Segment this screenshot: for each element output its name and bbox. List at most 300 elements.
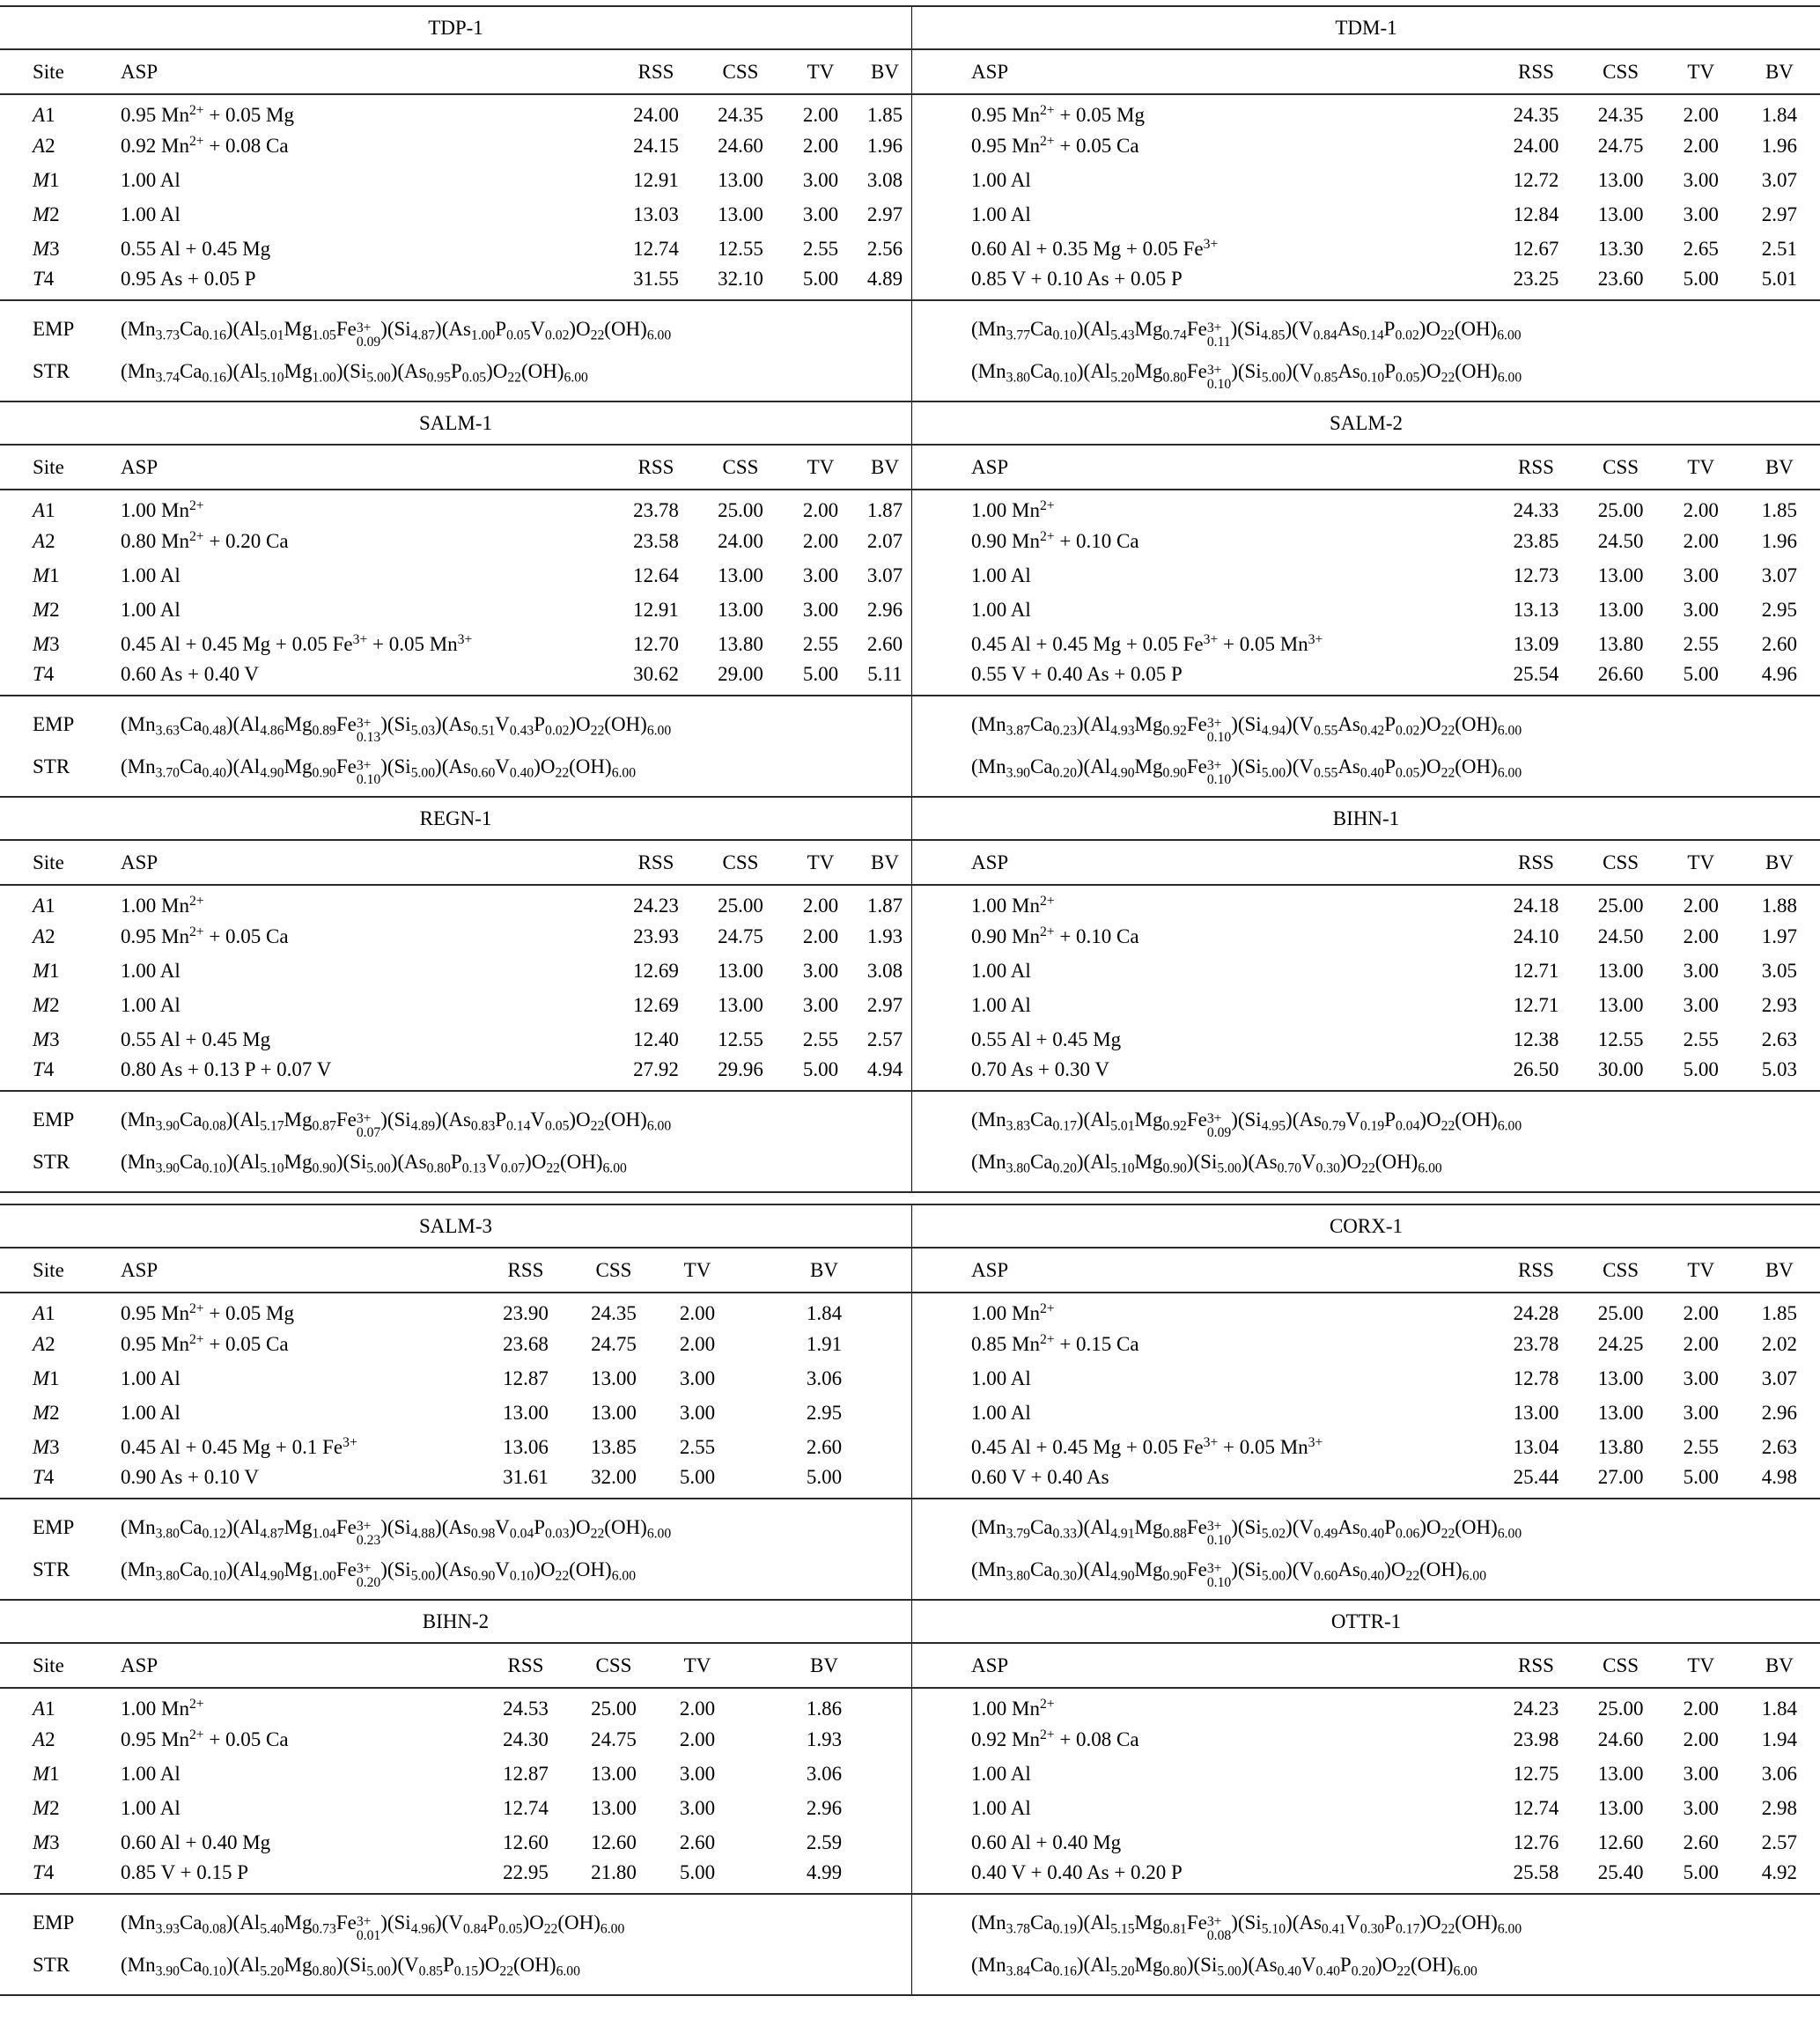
css-cell: 24.60 [1597, 1727, 1644, 1750]
asp-cell: 1.00 Al [121, 1796, 181, 1819]
site-cell: M1 [33, 168, 60, 191]
str-row [912, 746, 1820, 788]
rss-cell: 23.58 [633, 529, 679, 552]
rss-cell: 24.18 [1513, 894, 1559, 917]
column-header-bv: BV [1739, 446, 1820, 490]
site-cell: M3 [33, 1435, 60, 1458]
site-row-t4 [912, 661, 1820, 696]
stacked-charge-subscript: 3+ 0.13 [356, 715, 381, 745]
css-cell: 24.75 [591, 1332, 637, 1355]
stacked-charge-subscript: 3+ 0.10 [1206, 362, 1232, 392]
panel-table-regn-1 [0, 841, 911, 1092]
rss-cell: 12.76 [1513, 1830, 1559, 1853]
tv-cell: 5.00 [1663, 266, 1739, 300]
tv-cell: 3.00 [802, 203, 839, 225]
str-row [912, 1141, 1820, 1183]
asp-cell: 0.95 $Mn^{2+} + 0.05$ Ca [121, 1727, 289, 1750]
column-header-asp: ASP [912, 50, 1494, 94]
bv-cell: 5.01 [1739, 266, 1820, 300]
bv-cell: 1.96 [866, 134, 903, 157]
site-cell: T4 [0, 1464, 121, 1499]
str-label: STR [33, 755, 70, 777]
emp-formula: $(Mn_{3.93}Ca_{0.08})(Al_{5.40}Mg_{0.73}Fe$ 3+ 0.01 )$(Si_{4.96})(V_{0.84}P_{0.05})O_{22}(OH)_{6.00}$ [121, 1911, 625, 1943]
css-cell: 24.00 [718, 529, 763, 552]
data-tables-row [0, 1644, 1820, 1895]
column-header-row [0, 841, 911, 885]
site-row-a2 [0, 1327, 911, 1361]
str-row [912, 1944, 1820, 1986]
column-header-row [912, 50, 1820, 94]
site-cell: A2 [33, 924, 55, 947]
tv-cell: 2.55 [802, 632, 839, 655]
rss-cell: 23.98 [1513, 1727, 1559, 1750]
tv-cell: 3.00 [802, 598, 839, 621]
tv-cell: 3.00 [1683, 1796, 1719, 1819]
tv-cell: 3.00 [1683, 598, 1719, 621]
rss-cell: 12.74 [1513, 1796, 1559, 1819]
column-header-rss: RSS [1493, 446, 1578, 490]
bv-cell: 2.02 [1761, 1332, 1798, 1355]
site-cell: M3 [33, 237, 60, 260]
str-formula: $(Mn_{3.70}Ca_{0.40})(Al_{4.90}Mg_{0.90}Fe$ 3+ 0.10 )$(Si_{5.00})(As_{0.60}V_{0.40})O_{22}(OH)_{6.00}$ [121, 755, 637, 787]
tv-cell: 3.00 [802, 993, 839, 1016]
rss-cell: 24.00 [633, 103, 679, 126]
site-row-t4 [912, 1057, 1820, 1091]
site-cell: T4 [0, 1057, 121, 1091]
css-cell: 13.00 [718, 168, 763, 191]
bv-cell: 1.84 [1761, 1697, 1798, 1720]
css-cell: 13.80 [1597, 1435, 1644, 1458]
tv-cell: 2.55 [679, 1435, 716, 1458]
column-header-rss: RSS [482, 1644, 570, 1688]
site-row-m3 [912, 1430, 1820, 1464]
site-row-m2 [912, 593, 1820, 627]
asp-cell: 1.00 $Mn^{2+}$ [971, 497, 1055, 521]
column-header-row [0, 1644, 911, 1688]
data-tables-row [0, 50, 1820, 301]
str-formula: $(Mn_{3.90}Ca_{0.20})(Al_{4.90}Mg_{0.90}Fe$ 3+ 0.10 )$(Si_{5.00})(V_{0.55}As_{0.40}P_{0.05})O_{22}(OH)_{6.00}$ [971, 755, 1522, 787]
site-row-a2 [912, 524, 1820, 558]
rss-cell: 23.90 [503, 1301, 549, 1324]
tv-cell: 5.00 [783, 661, 858, 696]
bv-cell: 1.88 [1761, 894, 1798, 917]
css-cell: 25.00 [1597, 1697, 1644, 1720]
column-header-row [0, 1249, 911, 1293]
asp-cell: 0.90 As + 0.10 V [121, 1464, 482, 1499]
css-cell: 24.75 [1597, 134, 1644, 157]
asp-cell: 1.00 Al [971, 993, 1031, 1016]
site-row-m1 [0, 1361, 911, 1396]
site-cell: M2 [33, 203, 60, 225]
rss-cell: 12.84 [1513, 203, 1559, 225]
rss-cell: 12.40 [633, 1028, 679, 1050]
site-row-m1 [0, 558, 911, 593]
column-header-asp: ASP [121, 1644, 482, 1688]
asp-cell: 0.90 $Mn^{2+} + 0.10$ Ca [971, 528, 1139, 552]
bv-cell: 1.85 [1761, 1301, 1798, 1324]
site-row-m2 [912, 197, 1820, 232]
css-cell: 24.35 [718, 103, 763, 126]
str-row [0, 746, 911, 788]
column-header-rss: RSS [482, 1249, 570, 1293]
site-row-m3 [0, 232, 911, 266]
rss-cell: 12.74 [503, 1796, 549, 1819]
panel-table-bihn-2 [0, 1644, 911, 1895]
rss-cell: 12.70 [633, 632, 679, 655]
site-row-a1 [0, 1293, 911, 1327]
bv-cell: 1.93 [806, 1727, 843, 1750]
asp-cell: 0.92 $Mn^{2+} + 0.08$ Ca [971, 1727, 1139, 1750]
tv-cell: 5.00 [783, 266, 858, 300]
site-row-a1 [912, 490, 1820, 524]
site-cell: M2 [33, 1796, 60, 1819]
data-tables-row [0, 446, 1820, 696]
emp-row [0, 1902, 911, 1944]
tv-cell: 2.00 [802, 134, 839, 157]
bv-cell: 1.84 [806, 1301, 843, 1324]
tv-cell: 2.00 [1683, 103, 1719, 126]
asp-cell: 0.85 $Mn^{2+} + 0.15$ Ca [971, 1331, 1139, 1355]
rss-cell: 23.25 [1493, 266, 1578, 300]
emp-formula: $(Mn_{3.63}Ca_{0.48})(Al_{4.86}Mg_{0.89}Fe$ 3+ 0.13 )$(Si_{5.03})(As_{0.51}V_{0.43}P_{0.02})O_{22}(OH)_{6.00}$ [121, 713, 672, 745]
asp-cell: 0.95 $Mn^{2+} + 0.05$ Mg [121, 102, 294, 126]
site-row-a2 [912, 1722, 1820, 1757]
site-cell: A1 [33, 103, 55, 126]
sample-pair-block-bihn-2-ottr-1 [0, 1599, 1820, 1996]
bv-cell: 2.98 [1761, 1796, 1798, 1819]
asp-cell: 1.00 Al [121, 598, 181, 621]
bv-cell: 1.93 [866, 924, 903, 947]
emp-formula: $(Mn_{3.78}Ca_{0.19})(Al_{5.15}Mg_{0.81}Fe$ 3+ 0.08 )$(Si_{5.10})(As_{0.41}V_{0.30}P_{0.17})O_{22}(OH)_{6.00}$ [971, 1911, 1522, 1943]
asp-cell: 0.95 $Mn^{2+} + 0.05$ Ca [121, 924, 289, 947]
column-header-tv: TV [658, 1644, 737, 1688]
bv-cell: 2.56 [866, 237, 903, 260]
asp-cell: 1.00 Al [121, 203, 181, 225]
css-cell: 13.30 [1597, 237, 1644, 260]
emp-row [912, 1506, 1820, 1549]
str-formula: $(Mn_{3.74}Ca_{0.16})(Al_{5.10}Mg_{1.00})(Si_{5.00})(As_{0.95}P_{0.05})O_{22}(OH)_{6.00}$ [121, 360, 588, 386]
rss-cell: 25.58 [1493, 1860, 1578, 1894]
tv-cell: 2.00 [679, 1301, 716, 1324]
emp-row [0, 1099, 911, 1141]
site-row-m2 [0, 988, 911, 1022]
css-cell: 12.55 [718, 237, 763, 260]
str-row [0, 350, 911, 393]
stacked-charge-subscript: 3+ 0.20 [356, 1560, 381, 1590]
rss-cell: 12.69 [633, 993, 679, 1016]
bv-cell: 2.60 [806, 1435, 843, 1458]
asp-cell: 0.85 V + 0.10 As + 0.05 P [912, 266, 1494, 300]
emp-label: EMP [33, 713, 75, 735]
site-cell: M3 [33, 1028, 60, 1050]
rss-cell: 23.78 [1513, 1332, 1559, 1355]
bv-cell: 4.99 [737, 1860, 911, 1894]
asp-cell: 1.00 $Mn^{2+}$ [121, 497, 204, 521]
column-header-tv: TV [1663, 841, 1739, 885]
sample-title-left: TDP-1 [428, 17, 483, 39]
site-row-t4 [0, 1057, 911, 1091]
column-header-row [912, 446, 1820, 490]
site-row-a1 [912, 1293, 1820, 1327]
column-header-site: Site [0, 841, 121, 885]
stacked-charge-subscript: 3+ 0.10 [1206, 715, 1232, 745]
site-cell: M1 [33, 1762, 60, 1785]
site-row-m1 [0, 163, 911, 197]
column-header-css: CSS [698, 50, 783, 94]
site-cell: A1 [33, 1301, 55, 1324]
css-cell: 24.75 [718, 924, 763, 947]
str-row [0, 1944, 911, 1986]
css-cell: 24.50 [1597, 924, 1644, 947]
css-cell: 25.00 [1597, 1301, 1644, 1324]
site-row-t4 [0, 1464, 911, 1499]
css-cell: 13.00 [718, 563, 763, 586]
css-cell: 12.55 [1597, 1028, 1644, 1050]
tv-cell: 2.00 [1683, 1332, 1719, 1355]
rss-cell: 24.10 [1513, 924, 1559, 947]
site-row-m1 [912, 1361, 1820, 1396]
asp-cell: 1.00 Al [121, 959, 181, 982]
tv-cell: 3.00 [679, 1796, 716, 1819]
bv-cell: 2.57 [1761, 1830, 1798, 1853]
sample-pair-block-salm-3-corx-1 [0, 1204, 1820, 1599]
sample-pair-block-tdp-1-tdm-1 [0, 5, 1820, 401]
bv-cell: 3.07 [1761, 1366, 1798, 1389]
asp-cell: 1.00 Al [121, 168, 181, 191]
site-row-t4 [912, 1860, 1820, 1894]
title-row [0, 1601, 1820, 1644]
tv-cell: 3.00 [1683, 203, 1719, 225]
formula-section [911, 696, 1820, 796]
emp-row [0, 308, 911, 350]
tv-cell: 3.00 [1683, 993, 1719, 1016]
site-row-a1 [912, 1688, 1820, 1722]
site-row-m3 [912, 1022, 1820, 1057]
rss-cell: 12.71 [1513, 959, 1559, 982]
formula-section [911, 1092, 1820, 1191]
css-cell: 25.40 [1579, 1860, 1663, 1894]
css-cell: 32.00 [570, 1464, 658, 1499]
tv-cell: 5.00 [1663, 661, 1739, 696]
emp-row [0, 703, 911, 746]
asp-cell: 0.92 $Mn^{2+} + 0.08$ Ca [121, 133, 289, 157]
rss-cell: 27.92 [614, 1057, 698, 1091]
css-cell: 26.60 [1579, 661, 1663, 696]
column-header-bv: BV [858, 841, 911, 885]
asp-cell: 0.45 Al + 0.45 Mg + 0.05 $Fe^{3+} + 0.05$ $Mn^{3+}$ [971, 1434, 1323, 1458]
rss-cell: 26.50 [1493, 1057, 1578, 1091]
css-cell: 27.00 [1579, 1464, 1663, 1499]
rss-cell: 12.69 [633, 959, 679, 982]
bv-cell: 2.60 [866, 632, 903, 655]
data-tables-row [0, 1249, 1820, 1499]
tv-cell: 2.60 [679, 1830, 716, 1853]
site-cell: M2 [33, 598, 60, 621]
column-header-bv: BV [1739, 841, 1820, 885]
css-cell: 13.00 [1597, 563, 1644, 586]
site-row-m3 [0, 1825, 911, 1860]
bv-cell: 2.51 [1761, 237, 1798, 260]
bv-cell: 2.63 [1761, 1435, 1798, 1458]
panel-table-salm-3 [0, 1249, 911, 1499]
site-row-a2 [0, 1722, 911, 1757]
formula-section [0, 1895, 911, 1994]
emp-label: EMP [33, 318, 75, 340]
emp-label: EMP [33, 1911, 75, 1934]
tv-cell: 3.00 [1683, 1762, 1719, 1785]
column-header-css: CSS [1579, 50, 1663, 94]
stacked-charge-subscript: 3+ 0.11 [1206, 320, 1231, 350]
css-cell: 25.00 [591, 1697, 637, 1720]
rss-cell: 12.73 [1513, 563, 1559, 586]
str-formula: $(Mn_{3.80}Ca_{0.10})(Al_{5.20}Mg_{0.80}Fe$ 3+ 0.10 )$(Si_{5.00})(V_{0.85}As_{0.10}P_{0.05})O_{22}(OH)_{6.00}$ [971, 360, 1522, 392]
str-row [0, 1141, 911, 1183]
asp-cell: 0.95 $Mn^{2+} + 0.05$ Mg [121, 1300, 294, 1324]
sample-pair-block-salm-1-salm-2 [0, 401, 1820, 796]
bv-cell: 3.06 [806, 1762, 843, 1785]
asp-cell: 0.45 Al + 0.45 Mg + 0.1 $Fe^{3+}$ [121, 1434, 357, 1458]
rss-cell: 13.03 [633, 203, 679, 225]
css-cell: 13.00 [1597, 598, 1644, 621]
site-row-m2 [0, 593, 911, 627]
tv-cell: 3.00 [802, 959, 839, 982]
column-header-site: Site [0, 1249, 121, 1293]
site-row-m1 [912, 1757, 1820, 1791]
emp-label: EMP [33, 1516, 75, 1538]
bv-cell: 2.96 [866, 598, 903, 621]
sample-pair-block-regn-1-bihn-1 [0, 796, 1820, 1193]
panel-table-bihn-1 [911, 841, 1820, 1092]
css-cell: 32.10 [698, 266, 783, 300]
css-cell: 13.00 [718, 959, 763, 982]
bv-cell: 3.08 [866, 959, 903, 982]
bv-cell: 3.06 [1761, 1762, 1798, 1785]
data-tables-row [0, 841, 1820, 1092]
asp-cell: 1.00 $Mn^{2+}$ [121, 1696, 204, 1720]
column-header-asp: ASP [121, 446, 614, 490]
css-cell: 13.00 [718, 203, 763, 225]
rss-cell: 25.54 [1493, 661, 1578, 696]
rss-cell: 23.78 [633, 498, 679, 521]
bv-cell: 1.87 [866, 498, 903, 521]
column-header-row [912, 1644, 1820, 1688]
bv-cell: 2.96 [806, 1796, 843, 1819]
str-label: STR [33, 1151, 70, 1173]
formula-section [0, 301, 911, 401]
column-header-rss: RSS [1493, 1644, 1578, 1688]
site-row-m1 [0, 954, 911, 988]
tv-cell: 2.00 [1683, 1697, 1719, 1720]
sample-title-right: SALM-2 [911, 402, 1820, 444]
column-header-bv: BV [858, 50, 911, 94]
emp-formula: $(Mn_{3.73}Ca_{0.16})(Al_{5.01}Mg_{1.05}Fe$ 3+ 0.09 )$(Si_{4.87})(As_{1.00}P_{0.05}V_{0.02})O_{22}(OH)_{6.00}$ [121, 318, 672, 350]
column-header-bv: BV [858, 446, 911, 490]
rss-cell: 12.60 [503, 1830, 549, 1853]
asp-cell: 1.00 Al [971, 168, 1031, 191]
stacked-charge-subscript: 3+ 0.23 [356, 1518, 381, 1548]
bv-cell: 4.94 [858, 1057, 911, 1091]
asp-cell: 0.55 V + 0.40 As + 0.05 P [912, 661, 1494, 696]
str-formula: $(Mn_{3.90}Ca_{0.10})(Al_{5.10}Mg_{0.90})(Si_{5.00})(As_{0.80}P_{0.13}V_{0.07})O_{22}(OH)_{6.00}$ [121, 1151, 627, 1176]
rss-cell: 12.38 [1513, 1028, 1559, 1050]
css-cell: 13.00 [1597, 1796, 1644, 1819]
rss-cell: 24.23 [633, 894, 679, 917]
asp-cell: 1.00 $Mn^{2+}$ [971, 893, 1055, 917]
panel-table-tdm-1 [911, 50, 1820, 301]
css-cell: 24.75 [591, 1727, 637, 1750]
asp-cell: 0.95 $Mn^{2+} + 0.05$ Ca [121, 1331, 289, 1355]
rss-cell: 23.93 [633, 924, 679, 947]
emp-formula: $(Mn_{3.90}Ca_{0.08})(Al_{5.17}Mg_{0.87}Fe$ 3+ 0.07 )$(Si_{4.89})(As_{0.83}P_{0.14}V_{0.05})O_{22}(OH)_{6.00}$ [121, 1109, 672, 1140]
stacked-charge-subscript: 3+ 0.10 [1206, 757, 1232, 787]
css-cell: 13.00 [591, 1401, 637, 1424]
formulas-row [0, 301, 1820, 401]
rss-cell: 13.00 [503, 1401, 549, 1424]
site-row-t4 [912, 1464, 1820, 1499]
css-cell: 25.00 [1597, 498, 1644, 521]
stacked-charge-subscript: 3+ 0.08 [1206, 1913, 1232, 1943]
rss-cell: 12.87 [503, 1366, 549, 1389]
panel-table-corx-1 [911, 1249, 1820, 1499]
rss-cell: 13.00 [1513, 1401, 1559, 1424]
site-row-a2 [912, 919, 1820, 954]
site-row-a1 [0, 490, 911, 524]
css-cell: 30.00 [1579, 1057, 1663, 1091]
column-header-asp: ASP [121, 1249, 482, 1293]
rss-cell: 23.68 [503, 1332, 549, 1355]
tv-cell: 5.00 [783, 1057, 858, 1091]
site-row-a2 [912, 129, 1820, 163]
tv-cell: 5.00 [1663, 1860, 1739, 1894]
column-header-site: Site [0, 50, 121, 94]
column-header-row [912, 841, 1820, 885]
asp-cell: 0.95 $Mn^{2+} + 0.05$ Ca [971, 133, 1139, 157]
rss-cell: 12.74 [633, 237, 679, 260]
asp-cell: 0.70 As + 0.30 V [912, 1057, 1494, 1091]
bv-cell: 2.63 [1761, 1028, 1798, 1050]
asp-cell: 1.00 Al [971, 203, 1031, 225]
asp-cell: 1.00 Al [121, 993, 181, 1016]
sample-title-right: BIHN-1 [911, 798, 1820, 839]
panel-table-salm-1 [0, 446, 911, 696]
rss-cell: 24.53 [503, 1697, 549, 1720]
rss-cell: 12.78 [1513, 1366, 1559, 1389]
bv-cell: 2.57 [866, 1028, 903, 1050]
site-cell: T4 [0, 661, 121, 696]
asp-cell: 1.00 Al [121, 563, 181, 586]
site-row-m3 [912, 232, 1820, 266]
formula-section [911, 1499, 1820, 1599]
column-header-css: CSS [1579, 1249, 1663, 1293]
bv-cell: 1.94 [1761, 1727, 1798, 1750]
column-header-css: CSS [1579, 446, 1663, 490]
bv-cell: 2.97 [866, 203, 903, 225]
stacked-charge-subscript: 3+ 0.09 [356, 320, 381, 350]
column-header-rss: RSS [614, 841, 698, 885]
tv-cell: 2.00 [802, 924, 839, 947]
tv-cell: 5.00 [658, 1464, 737, 1499]
bv-cell: 5.11 [858, 661, 911, 696]
column-header-bv: BV [1739, 1644, 1820, 1688]
bv-cell: 1.87 [866, 894, 903, 917]
css-cell: 13.00 [1597, 993, 1644, 1016]
bv-cell: 3.07 [866, 563, 903, 586]
css-cell: 13.00 [1597, 203, 1644, 225]
column-header-tv: TV [658, 1249, 737, 1293]
column-header-tv: TV [783, 841, 858, 885]
site-row-a1 [912, 885, 1820, 919]
css-cell: 13.00 [591, 1796, 637, 1819]
